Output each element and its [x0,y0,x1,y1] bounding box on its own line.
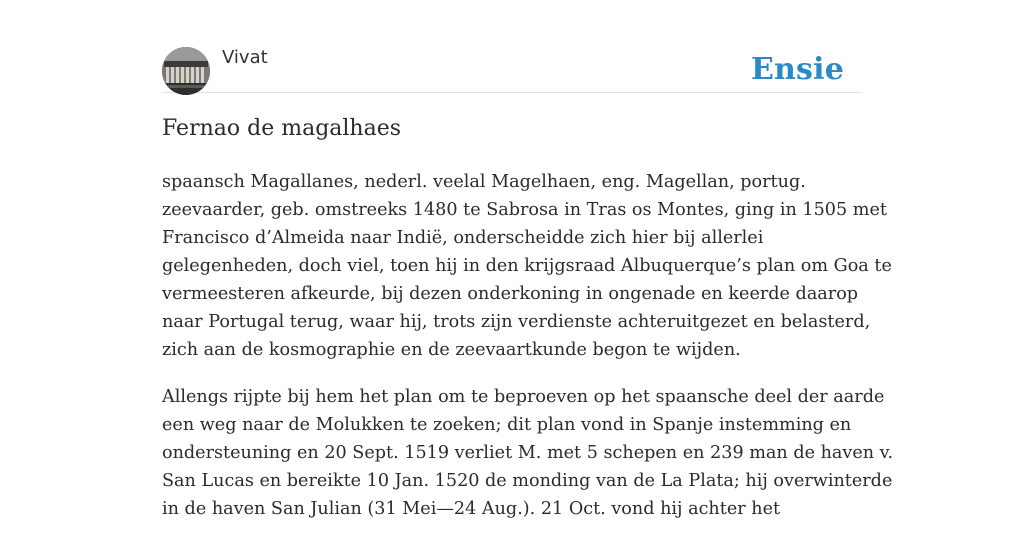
text-line: San Lucas en bereikte 10 Jan. 1520 de monding van de La Plata; hij overwinterde [162,471,893,491]
paragraph [162,168,892,364]
text-line: een weg naar de Molukken te zoeken; dit plan vond in Spanje instemming en [162,415,852,435]
paragraph [162,383,894,523]
author-avatar[interactable] [162,47,210,95]
text-line: ondersteuning en 20 Sept. 1519 verliet M. met 5 schepen en 239 man de haven v. [162,443,894,463]
text-line: spaansch Magallanes, nederl. veelal Magelhaen, eng. Magellan, portug. [162,172,806,192]
text-line: Francisco d’Almeida naar Indië, onderscheidde zich hier bij allerlei [162,228,764,248]
typewriter-avatar-icon [162,47,210,95]
author-name[interactable]: Vivat [222,47,268,68]
article-body [162,168,894,542]
site-logo[interactable]: Ensie [750,52,844,87]
text-line: Allengs rijpte bij hem het plan om te beproeven op het spaansche deel der aarde [162,387,885,407]
header [162,46,862,93]
text-line: gelegenheden, doch viel, toen hij in den krijgsraad Albuquerque’s plan om Goa te [162,256,892,276]
text-line: zeevaarder, geb. omstreeks 1480 te Sabrosa in Tras os Montes, ging in 1505 met [162,200,887,220]
text-line: vermeesteren afkeurde, bij dezen onderkoning in ongenade en keerde daarop [162,284,859,304]
text-line: zich aan de kosmographie en de zeevaartkunde begon te wijden. [162,340,741,360]
article-title: Fernao de magalhaes [162,116,402,141]
text-line: in de haven San Julian (31 Mei—24 Aug.). 21 Oct. vond hij achter het [162,499,781,519]
text-line: naar Portugal terug, waar hij, trots zijn verdienste achteruitgezet en belasterd, [162,312,871,332]
